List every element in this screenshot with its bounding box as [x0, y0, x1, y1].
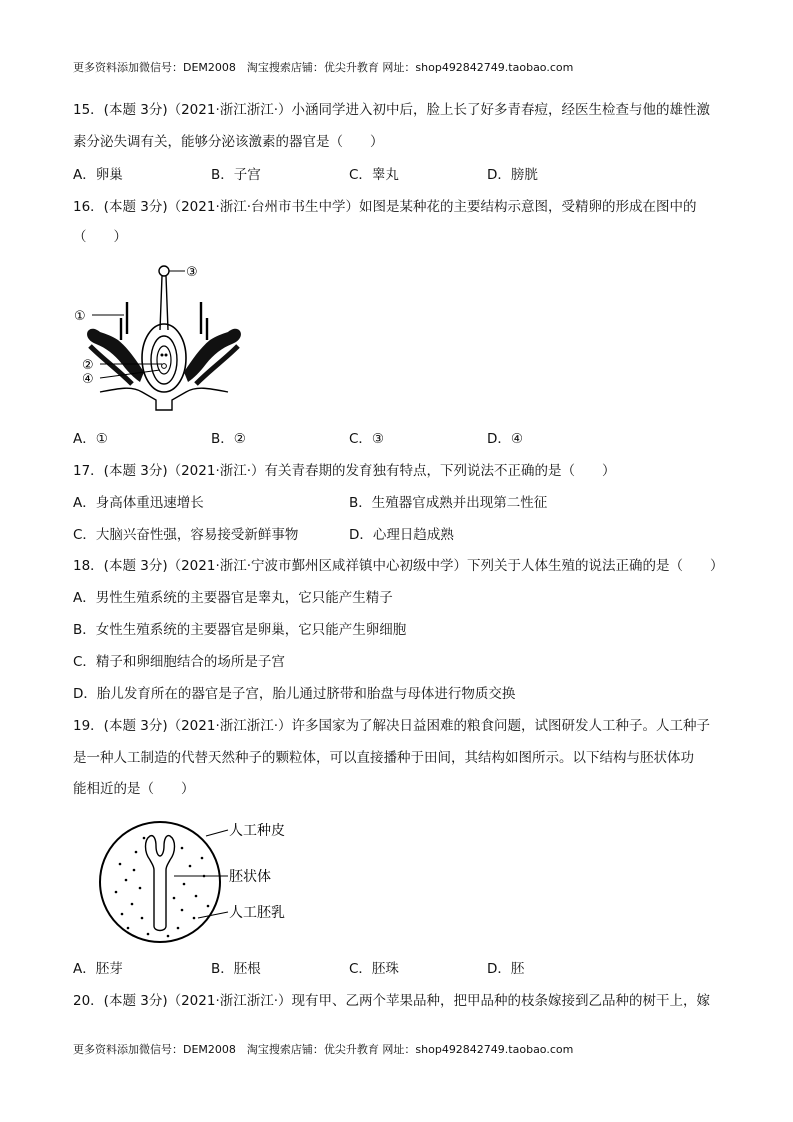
- q16-option-c: C．③: [349, 431, 385, 447]
- q18-stem-line1: 18．(本题 3分)（2021·浙江·宁波市鄞州区咸祥镇中心初级中学）下列关于人体生殖的说法正确的是（ ）: [73, 558, 724, 574]
- q19-option-c: C．胚珠: [349, 961, 399, 977]
- q17-option-c: C．大脑兴奋性强，容易接受新鲜事物: [73, 527, 299, 543]
- q17-option-b: B．生殖器官成熟并出现第二性征: [349, 495, 548, 511]
- q19-option-d: D．胚: [487, 961, 525, 977]
- q16-option-a: A．①: [73, 431, 108, 447]
- seed-label-embryoid: 胚状体: [229, 869, 271, 885]
- flower-label-3: ③: [186, 265, 198, 280]
- q19-option-b: B．胚根: [211, 961, 261, 977]
- q18-option-b: B．女性生殖系统的主要器官是卵巢，它只能产生卵细胞: [73, 622, 407, 638]
- q19-stem-line1: 19．(本题 3分)（2021·浙江浙江·）许多国家为了解决日益困难的粮食问题，试图研发人工种子。人工种子: [73, 718, 711, 734]
- q15-stem-line2: 素分泌失调有关，能够分泌该激素的器官是（ ）: [73, 134, 384, 150]
- q16-stem-line1: 16．(本题 3分)（2021·浙江·台州市书生中学）如图是某种花的主要结构示意图，受精卵的形成在图中的: [73, 199, 697, 215]
- q18-option-d: D．胎儿发育所在的器官是子宫，胎儿通过脐带和胎盘与母体进行物质交换: [73, 686, 516, 702]
- q17-option-d: D．心理日趋成熟: [349, 527, 454, 543]
- q18-option-c: C．精子和卵细胞结合的场所是子宫: [73, 654, 285, 670]
- q17-stem-line1: 17．(本题 3分)（2021·浙江·）有关青春期的发育独有特点，下列说法不正确的是（ ）: [73, 463, 616, 479]
- q19-option-a: A．胚芽: [73, 961, 123, 977]
- flower-label-1: ①: [74, 309, 86, 324]
- q19-stem-line2: 是一种人工制造的代替天然种子的颗粒体，可以直接播种于田间，其结构如图所示。以下结构与胚状体功: [73, 750, 694, 766]
- q15-option-d: D．膀胱: [487, 167, 538, 183]
- q15-stem-line1: 15．(本题 3分)（2021·浙江浙江·）小涵同学进入初中后，脸上长了好多青春痘，经医生检查与他的雄性激: [73, 102, 711, 118]
- q19-stem-line3: 能相近的是（ ）: [73, 781, 195, 797]
- page-header: 更多资料添加微信号：DEM2008 淘宝搜索店铺：优尖升教育 网址：shop492842749.taobao.com: [73, 61, 574, 74]
- flower-label-4: ④: [82, 372, 94, 387]
- q16-option-d: D．④: [487, 431, 523, 447]
- seed-label-coat: 人工种皮: [229, 823, 285, 839]
- flower-label-2: ②: [82, 358, 94, 373]
- q18-option-a: A．男性生殖系统的主要器官是睾丸，它只能产生精子: [73, 590, 393, 606]
- flower-diagram: [70, 260, 250, 420]
- artificial-seed-diagram: [98, 818, 298, 946]
- q20-stem-line1: 20．(本题 3分)（2021·浙江浙江·）现有甲、乙两个苹果品种，把甲品种的枝条嫁接到乙品种的树干上，嫁: [73, 993, 711, 1009]
- page-footer: 更多资料添加微信号：DEM2008 淘宝搜索店铺：优尖升教育 网址：shop492842749.taobao.com: [73, 1043, 574, 1056]
- seed-label-endosperm: 人工胚乳: [229, 905, 285, 921]
- q16-option-b: B．②: [211, 431, 246, 447]
- q15-option-c: C．睾丸: [349, 167, 399, 183]
- q15-option-a: A．卵巢: [73, 167, 123, 183]
- q17-option-a: A．身高体重迅速增长: [73, 495, 204, 511]
- q16-stem-line2: （ ）: [73, 229, 127, 245]
- q15-option-b: B．子宫: [211, 167, 261, 183]
